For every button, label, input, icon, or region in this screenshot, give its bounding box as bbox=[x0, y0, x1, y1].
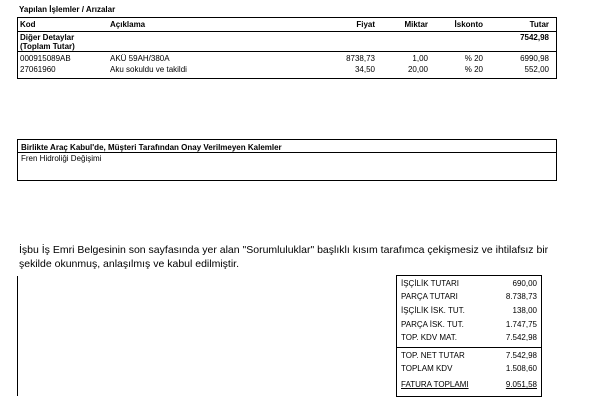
group-label: Diğer Detaylar bbox=[20, 33, 75, 42]
cell-iskonto: % 20 bbox=[464, 54, 483, 63]
col-header-kod: Kod bbox=[20, 20, 36, 29]
signature-area-line bbox=[17, 276, 18, 396]
totals-divider bbox=[396, 347, 542, 348]
header-divider bbox=[17, 31, 557, 32]
invoice-total-label: FATURA TOPLAMI bbox=[401, 380, 469, 389]
total-value: 138,00 bbox=[512, 306, 537, 315]
total-label: TOP. NET TUTAR bbox=[401, 351, 465, 360]
cell-tutar: 6990,98 bbox=[520, 54, 549, 63]
cell-fiyat: 8738,73 bbox=[346, 54, 375, 63]
cell-aciklama: AKÜ 59AH/380A bbox=[110, 54, 170, 63]
total-label: İŞÇİLİK TUTARI bbox=[401, 279, 459, 288]
group-total: 7542,98 bbox=[520, 33, 549, 42]
total-value: 8.738,73 bbox=[505, 292, 537, 301]
cell-kod: 27061960 bbox=[20, 65, 56, 74]
invoice-total-value: 9.051,58 bbox=[505, 380, 537, 389]
cell-tutar: 552,00 bbox=[524, 65, 549, 74]
total-value: 1.508,60 bbox=[505, 364, 537, 373]
list-item: Fren Hidroliği Değişimi bbox=[21, 154, 102, 163]
col-header-miktar: Miktar bbox=[404, 20, 428, 29]
total-value: 1.747,75 bbox=[505, 320, 537, 329]
unapproved-section-title: Birlikte Araç Kabul'de, Müşteri Tarafından Onay Verilmeyen Kalemler bbox=[21, 143, 282, 152]
col-header-iskonto: İskonto bbox=[454, 20, 483, 29]
total-value: 7.542,98 bbox=[505, 333, 537, 342]
unapproved-divider bbox=[17, 152, 557, 153]
cell-iskonto: % 20 bbox=[464, 65, 483, 74]
work-section-title: Yapılan İşlemler / Arızalar bbox=[19, 5, 116, 14]
acceptance-statement: İşbu İş Emri Belgesinin son sayfasında yer alan "Sorumluluklar" başlıklı kısım tarafımca çekişmesiz ve ihtilafsız bir şekilde okunmuş, anlaşılmış ve kabul edilmiştir. bbox=[19, 244, 549, 270]
col-header-aciklama: Açıklama bbox=[110, 20, 146, 29]
cell-aciklama: Aku sokuldu ve takildi bbox=[110, 65, 187, 74]
cell-fiyat: 34,50 bbox=[354, 65, 375, 74]
group-sublabel: (Toplam Tutar) bbox=[20, 42, 75, 51]
total-label: PARÇA İSK. TUT. bbox=[401, 320, 464, 329]
cell-kod: 000915089AB bbox=[20, 54, 71, 63]
cell-miktar: 20,00 bbox=[407, 65, 428, 74]
total-label: TOPLAM KDV bbox=[401, 364, 453, 373]
total-value: 7.542,98 bbox=[505, 351, 537, 360]
total-label: TOP. KDV MAT. bbox=[401, 333, 458, 342]
total-label: PARÇA TUTARI bbox=[401, 292, 458, 301]
col-header-fiyat: Fiyat bbox=[356, 20, 375, 29]
total-value: 690,00 bbox=[512, 279, 537, 288]
group-divider bbox=[17, 51, 557, 52]
cell-miktar: 1,00 bbox=[412, 54, 428, 63]
total-label: İŞÇİLİK İSK. TUT. bbox=[401, 306, 465, 315]
col-header-tutar: Tutar bbox=[529, 20, 549, 29]
